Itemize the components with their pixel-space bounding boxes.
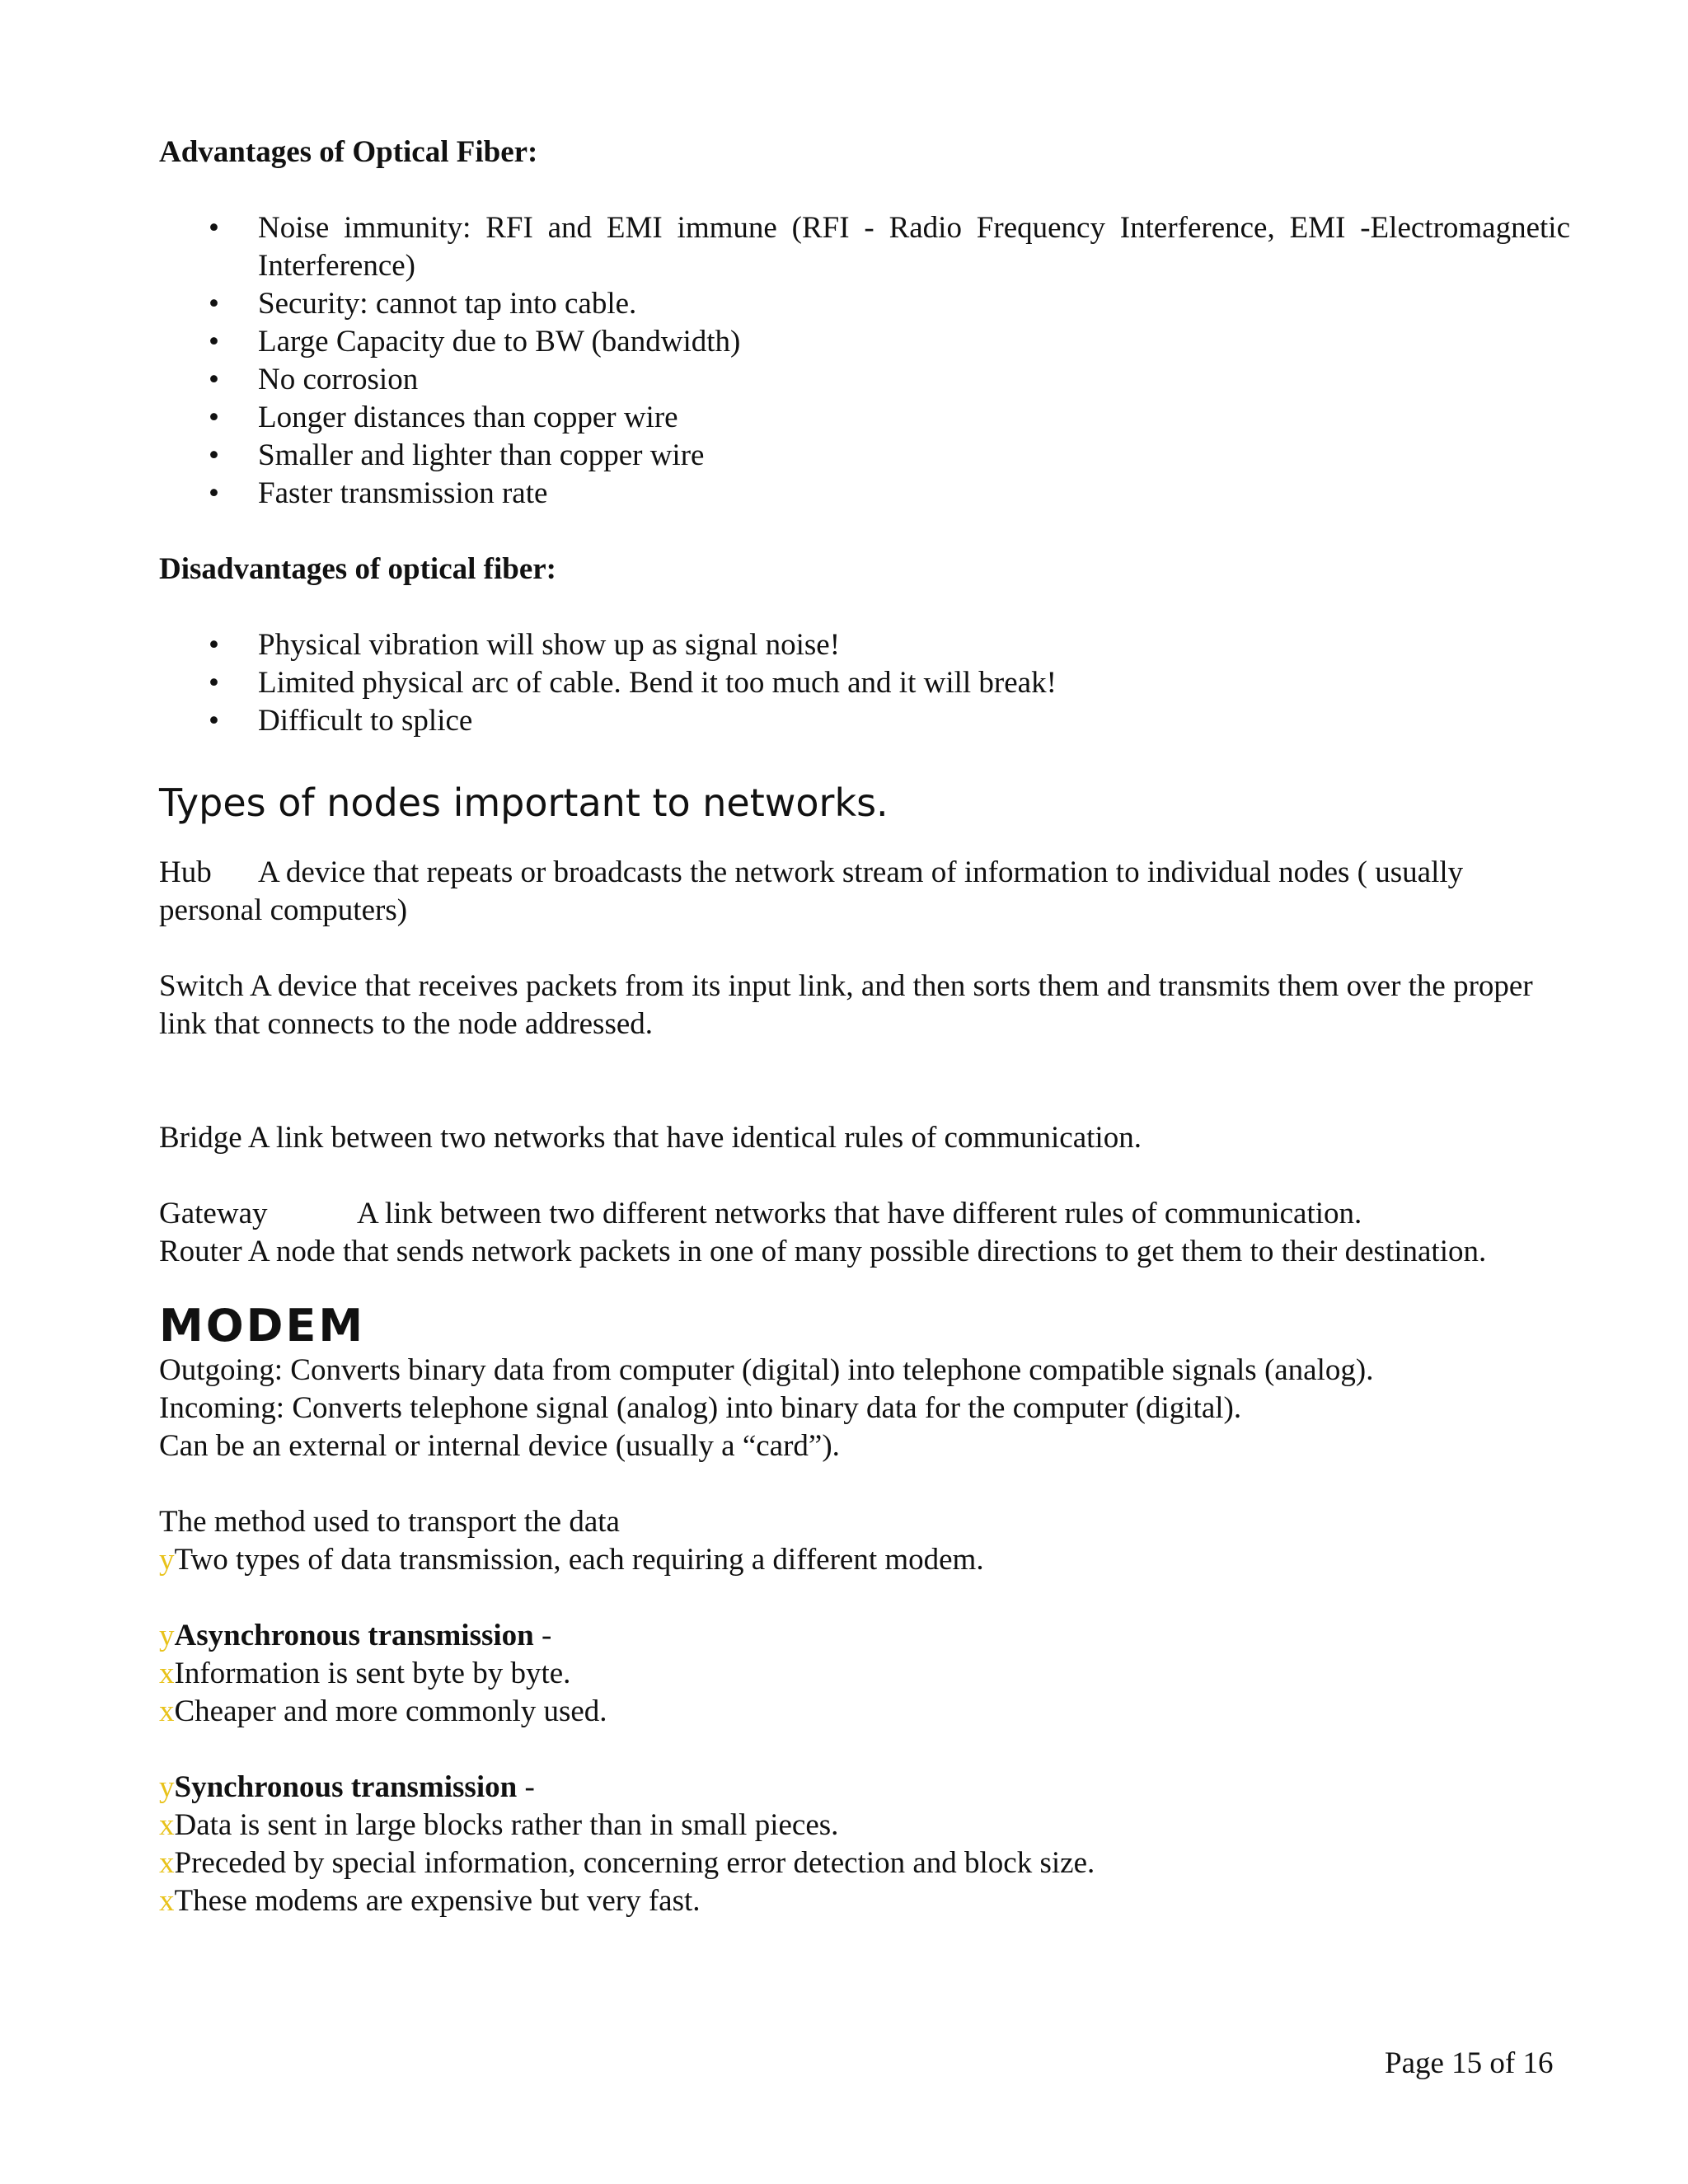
document-page [159,134,1570,1920]
hub-text: A device that repeats or broadcasts the network stream of information to individual nodes ( usually personal computers) [159,855,1464,927]
marker-y: y [159,1619,175,1652]
bridge-term: Bridge [159,1121,242,1155]
advantages-heading: Advantages of Optical Fiber: [159,135,538,169]
marker-y: y [159,1770,175,1804]
sync-title-line [159,1769,1570,1807]
sync-point-text: These modems are expensive but very fast. [174,1884,701,1918]
method-line: The method used to transport the data [159,1505,620,1539]
list-item: • Physical vibration will show up as signal noise! [258,626,1570,664]
marker-x: x [159,1808,175,1842]
switch-term: Switch [159,969,244,1003]
router-definition [159,1233,1570,1271]
async-point-text: Information is sent byte by byte. [174,1657,571,1690]
async-point-text: Cheaper and more commonly used. [174,1694,607,1728]
list-item: • Difficult to splice [258,702,1570,740]
list-item: • Limited physical arc of cable. Bend it too much and it will break! [258,664,1570,702]
gateway-text: A link between two different networks that have different rules of communication. [357,1197,1362,1230]
advantages-list [159,209,1570,513]
list-item: • Faster transmission rate [258,475,1570,513]
disadvantages-heading: Disadvantages of optical fiber: [159,552,556,586]
marker-y: y [159,1543,175,1577]
switch-text: A device that receives packets from its input link, and then sorts them and transmits them over the proper link that connects to the node addressed. [159,969,1533,1041]
modem-outgoing-line: Outgoing: Converts binary data from computer (digital) into telephone compatible signals (analog). [159,1353,1374,1387]
sync-point-text: Data is sent in large blocks rather than in small pieces. [174,1808,839,1842]
bridge-text: A link between two networks that have identical rules of communication. [247,1121,1142,1155]
sync-point [159,1807,1570,1844]
marker-x: x [159,1657,175,1690]
bridge-definition [159,1119,1570,1157]
sync-point-text: Preceded by special information, concerning error detection and block size. [174,1846,1095,1880]
async-point [159,1693,1570,1731]
async-suffix: - [533,1619,552,1652]
modem-incoming-line: Incoming: Converts telephone signal (analog) into binary data for the computer (digital). [159,1391,1242,1425]
router-text: A node that sends network packets in one of many possible directions to get them to their destination. [247,1235,1487,1268]
sync-point [159,1844,1570,1882]
list-item: • Longer distances than copper wire [258,399,1570,437]
list-item: • Security: cannot tap into cable. [258,285,1570,323]
hub-definition [159,854,1570,930]
hub-term: Hub [159,855,212,889]
modem-heading: MODEM [159,1300,366,1352]
list-item: • Smaller and lighter than copper wire [258,437,1570,475]
page-number: Page 15 of 16 [1385,2046,1554,2080]
sync-point [159,1882,1570,1920]
gateway-definition [159,1195,1570,1233]
sync-title: Synchronous transmission [174,1770,518,1804]
async-title: Asynchronous transmission [174,1619,534,1652]
types-text: Two types of data transmission, each requiring a different modem. [174,1543,984,1577]
modem-device-line: Can be an external or internal device (usually a “card”). [159,1429,840,1463]
async-point [159,1655,1570,1693]
types-line [159,1541,1570,1579]
marker-x: x [159,1884,175,1918]
list-item: • No corrosion [258,361,1570,399]
async-title-line [159,1617,1570,1655]
disadvantages-list [159,626,1570,740]
list-item: • Large Capacity due to BW (bandwidth) [258,323,1570,361]
marker-x: x [159,1694,175,1728]
nodes-heading: Types of nodes important to networks. [159,780,889,825]
list-item: • Noise immunity: RFI and EMI immune (RFI - Radio Frequency Interference, EMI -Electromagnetic Interference) [258,209,1570,285]
gateway-term: Gateway [159,1197,268,1230]
switch-definition [159,968,1570,1043]
router-term: Router [159,1235,242,1268]
sync-suffix: - [517,1770,535,1804]
marker-x: x [159,1846,175,1880]
